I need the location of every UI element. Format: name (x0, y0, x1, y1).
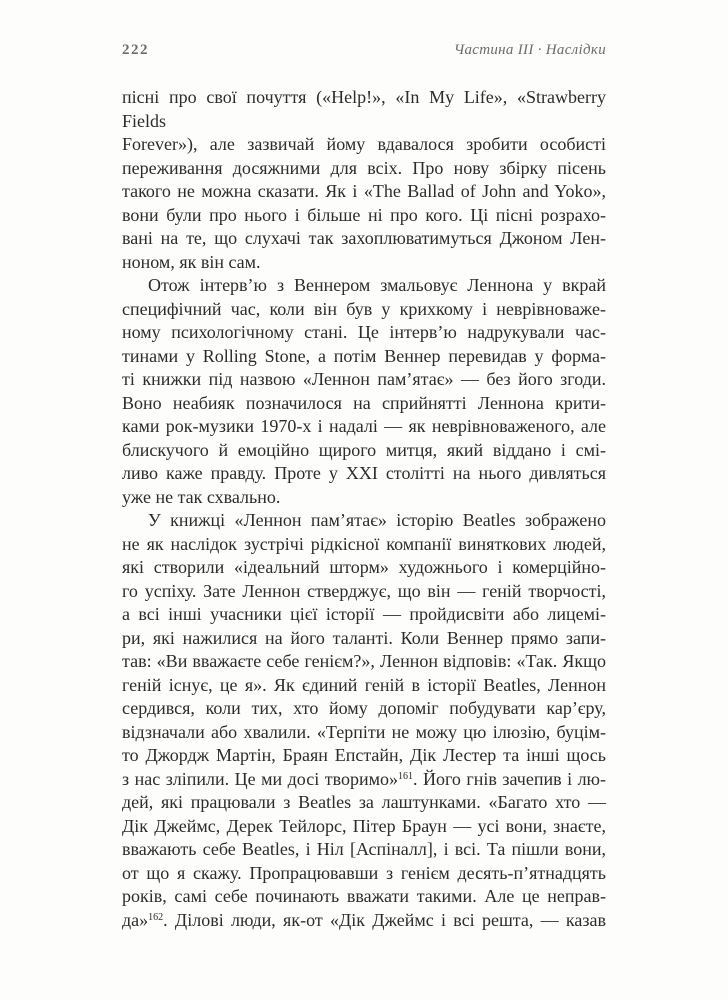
text-line: го успіху. Зате Леннон стверджує, що він — геній творчості, (122, 580, 606, 601)
text-line: ті книжки під назвою «Леннон пам’ятає» — без його згоди. (122, 369, 606, 389)
text-line: ному психологічному стані. Це інтерв’ю надрукували час- (122, 322, 606, 342)
text-line: сердився, коли тих, хто йому допоміг побудувати кар’єру, (122, 698, 606, 718)
text-line: Forever»), але зазвичай йому вдавалося зробити особисті (122, 134, 606, 154)
text-line: ноном, як він сам. (122, 251, 261, 272)
text-line: років, самі себе починають вважати такими. Але це неправ- (122, 886, 606, 906)
text-line: У книжці «Леннон пам’ятає» історію Beatles зображено (148, 510, 606, 530)
text-line: переживання досяжними для всіх. Про нову збірку пісень (122, 157, 606, 178)
text-line: які створили «ідеальний шторм» художнього і комерційно- (122, 557, 606, 577)
text-line: то Джордж Мартін, Браян Епстайн, Дік Лестер та інші щось (122, 745, 606, 765)
text-line: а всі інші учасники цієї історії — пройдисвіти або лицемі- (122, 604, 606, 624)
text-line: Отож інтерв’ю з Веннером змальовує Леннона у вкрай (148, 275, 606, 295)
text-line: ри, які нажилися на його таланті. Коли Веннер прямо запи- (122, 627, 606, 648)
text-line: Дік Джеймс, Дерек Тейлорс, Пітер Браун — усі вони, знаєте, (122, 815, 606, 836)
text-line: тинами у Rolling Stone, а потім Веннер перевидав у форма- (122, 345, 606, 366)
text-line: відзначали або хвалили. «Терпіти не можу цю ілюзію, буцім- (122, 721, 606, 742)
text-line: Воно неабияк позначилося на сприйнятті Леннона крити- (122, 392, 606, 413)
text-line: дей, які працювали з Beatles за лаштунками. «Багато хто — (122, 792, 606, 812)
text-block (122, 86, 606, 932)
text-line: ками рок-музики 1970-х і надалі — як неврівноваженого, але (122, 416, 606, 436)
text-line: пісні про свої почуття («Help!», «In My Life», «Strawberry Fields (122, 87, 606, 131)
text-line: не як наслідок зустрічі рідкісної компанії виняткових людей, (122, 533, 606, 554)
text-line: от що я скажу. Пропрацювавши з генієм десять-п’ятнадцять (122, 862, 606, 883)
page-header (122, 0, 606, 59)
text-line: вони були про нього і більше ні про кого. Ці пісні розрахо- (122, 204, 606, 225)
text-line: геній існує, це я». Як єдиний геній в історії Beatles, Леннон (122, 674, 606, 695)
text-line: з нас зліпили. Це ми досі творимо»$^{161}$. Його гнів зачепив і лю- (122, 768, 606, 789)
section-title: Частина III · Наслідки (453, 42, 606, 58)
text-line: блискучого й емоційно щирого митця, який віддано і смі- (122, 439, 606, 460)
text-line: ливо каже правду. Проте у XXI столітті на нього дивляться (122, 463, 606, 483)
text-line: тав: «Ви вважаєте себе генієм?», Леннон відповів: «Так. Якщо (122, 651, 606, 671)
footnote-ref: 162 (148, 911, 164, 923)
footnote-ref: 161 (398, 770, 413, 782)
text-line: да»$^{162}$. Ділові люди, як-от «Дік Джеймс і всі решта, — казав (122, 909, 606, 930)
text-line: уже не так схвально. (122, 486, 281, 507)
text-line: вані на те, що слухачі так захоплюватимуться Джоном Лен- (122, 228, 606, 248)
page-number: 222 (122, 42, 149, 58)
text-line: специфічний час, коли він був у крихкому і неврівноваже- (122, 298, 606, 319)
text-line: вважають себе Beatles, і Ніл [Аспіналл], і всі. Та пішли вони, (122, 839, 606, 859)
text-line: такого не можна сказати. Як і «The Ballad of John and Yoko», (122, 181, 606, 201)
